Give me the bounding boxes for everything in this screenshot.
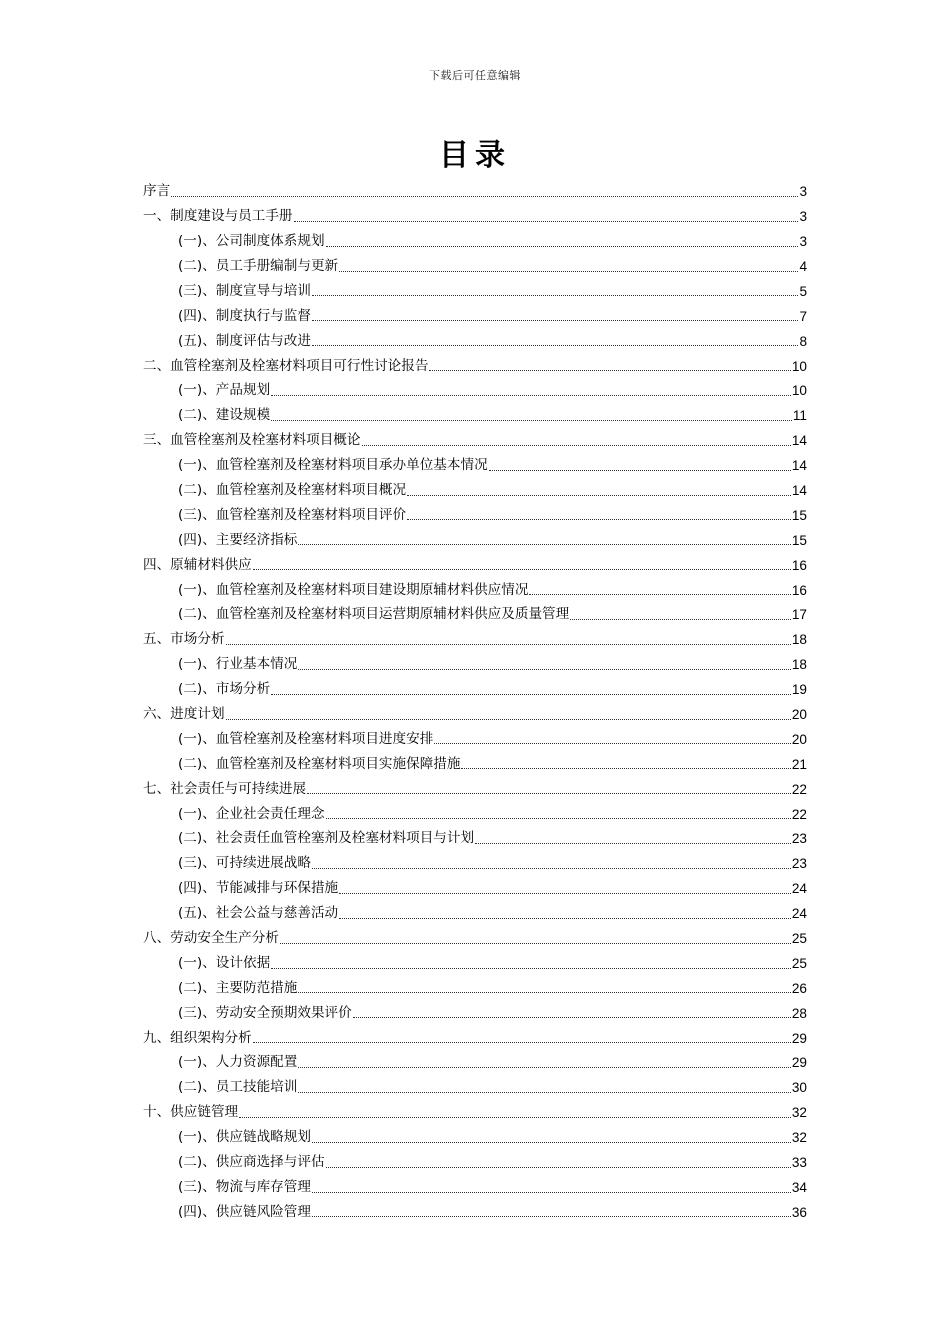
toc-dot-leader <box>312 868 791 869</box>
toc-dot-leader <box>171 196 798 197</box>
toc-entry-title: (三)、劳动安全预期效果评价 <box>178 1004 352 1021</box>
toc-entry-title: (四)、节能减排与环保措施 <box>178 880 339 897</box>
toc-dot-leader <box>429 370 790 371</box>
toc-section-entry[interactable] <box>143 1171 807 1196</box>
toc-section-entry[interactable] <box>143 996 807 1021</box>
toc-dot-leader <box>298 544 791 545</box>
toc-chapter-entry[interactable] <box>143 349 807 374</box>
toc-page-number: 7 <box>799 308 807 324</box>
toc-dot-leader <box>253 569 791 570</box>
toc-dot-leader <box>312 345 798 346</box>
toc-section-entry[interactable] <box>143 399 807 424</box>
toc-section-entry[interactable] <box>143 872 807 897</box>
toc-chapter-entry[interactable] <box>143 772 807 797</box>
toc-dot-leader <box>339 918 791 919</box>
toc-page-number: 23 <box>791 831 807 847</box>
toc-dot-leader <box>307 793 791 794</box>
toc-entry-title: (一)、血管栓塞剂及栓塞材料项目建设期原辅材料供应情况 <box>178 581 529 598</box>
toc-dot-leader <box>271 395 791 396</box>
toc-page-number: 30 <box>791 1080 807 1096</box>
toc-page-number: 15 <box>791 507 807 523</box>
toc-dot-leader <box>280 943 791 944</box>
toc-section-entry[interactable] <box>143 723 807 748</box>
toc-entry-title: (二)、血管栓塞剂及栓塞材料项目实施保障措施 <box>178 755 461 772</box>
toc-chapter-entry[interactable] <box>143 1021 807 1046</box>
toc-section-entry[interactable] <box>143 648 807 673</box>
toc-dot-leader <box>253 1042 791 1043</box>
toc-page-number: 29 <box>791 1030 807 1046</box>
toc-dot-leader <box>339 271 798 272</box>
toc-entry-title: 八、劳动安全生产分析 <box>143 929 279 946</box>
toc-page-number: 14 <box>791 482 807 498</box>
toc-section-entry[interactable] <box>143 1046 807 1071</box>
toc-entry-title: (二)、主要防范措施 <box>178 979 298 996</box>
toc-page-number: 16 <box>791 557 807 573</box>
toc-entry-title: (二)、员工手册编制与更新 <box>178 257 339 274</box>
toc-section-entry[interactable] <box>143 847 807 872</box>
toc-dot-leader <box>271 968 791 969</box>
toc-section-entry[interactable] <box>143 747 807 772</box>
toc-section-entry[interactable] <box>143 673 807 698</box>
toc-dot-leader <box>326 818 791 819</box>
toc-dot-leader <box>298 1067 791 1068</box>
toc-page-number: 24 <box>791 881 807 897</box>
toc-section-entry[interactable] <box>143 1146 807 1171</box>
toc-entry-title: (一)、血管栓塞剂及栓塞材料项目承办单位基本情况 <box>178 457 488 474</box>
toc-page-number: 22 <box>791 806 807 822</box>
toc-section-entry[interactable] <box>143 225 807 250</box>
toc-dot-leader <box>226 644 791 645</box>
toc-page-number: 3 <box>799 209 807 225</box>
toc-chapter-entry[interactable] <box>143 698 807 723</box>
toc-dot-leader <box>226 719 791 720</box>
toc-entry-title: (三)、可持续进展战略 <box>178 855 311 872</box>
toc-page-number: 25 <box>791 930 807 946</box>
toc-page-number: 20 <box>791 731 807 747</box>
toc-page-number: 14 <box>791 458 807 474</box>
toc-entry-title: (五)、社会公益与慈善活动 <box>178 905 339 922</box>
toc-page-number: 10 <box>791 358 807 374</box>
toc-entry-title: (一)、产品规划 <box>178 382 271 399</box>
toc-page-number: 33 <box>791 1155 807 1170</box>
toc-dot-leader <box>570 619 791 620</box>
toc-dot-leader <box>353 1017 791 1018</box>
toc-page-number: 21 <box>791 756 807 772</box>
toc-dot-leader <box>298 1092 791 1093</box>
toc-dot-leader <box>362 445 791 446</box>
toc-entry-title: (二)、血管栓塞剂及栓塞材料项目运营期原辅材料供应及质量管理 <box>178 606 570 623</box>
toc-entry-title: 九、组织架构分析 <box>143 1029 252 1046</box>
toc-page-number: 34 <box>791 1179 807 1195</box>
toc-entry-title: 二、血管栓塞剂及栓塞材料项目可行性讨论报告 <box>143 357 429 374</box>
toc-page-number: 15 <box>791 532 807 548</box>
toc-page-number: 22 <box>791 781 807 797</box>
toc-page-number: 11 <box>792 408 807 424</box>
toc-page-number: 24 <box>791 906 807 922</box>
toc-chapter-entry[interactable] <box>143 922 807 947</box>
header-note: 下载后可任意编辑 <box>429 69 521 82</box>
toc-entry-title: 十、供应链管理 <box>143 1104 239 1121</box>
toc-page-number: 26 <box>791 980 807 996</box>
toc-page-number: 23 <box>791 856 807 872</box>
toc-entry-title: 七、社会责任与可持续进展 <box>143 780 307 797</box>
toc-chapter-entry[interactable] <box>143 548 807 573</box>
toc-entry-title: (二)、供应商选择与评估 <box>178 1154 325 1170</box>
toc-entry-title: (二)、市场分析 <box>178 681 271 698</box>
toc-chapter-entry[interactable] <box>143 200 807 225</box>
toc-dot-leader <box>271 420 792 421</box>
toc-dot-leader <box>326 246 799 247</box>
toc-section-entry[interactable] <box>143 1196 807 1221</box>
toc-page-number: 32 <box>791 1130 807 1146</box>
toc-page-number: 28 <box>791 1005 807 1021</box>
toc-entry-title: (二)、员工技能培训 <box>178 1079 298 1096</box>
toc-dot-leader <box>294 221 799 222</box>
toc-page-number: 4 <box>799 258 807 274</box>
toc-entry-title: (二)、建设规模 <box>178 407 271 424</box>
toc-entry-title: 一、制度建设与员工手册 <box>143 208 293 225</box>
toc-section-entry[interactable] <box>143 598 807 623</box>
toc-dot-leader <box>475 843 791 844</box>
toc-dot-leader <box>434 743 791 744</box>
toc-page-number: 36 <box>791 1204 807 1220</box>
toc-chapter-entry[interactable] <box>143 623 807 648</box>
toc-entry-title: 六、进度计划 <box>143 705 225 722</box>
toc-page-number: 19 <box>791 682 807 698</box>
toc-dot-leader <box>312 295 798 296</box>
toc-entry-title: 四、原辅材料供应 <box>143 556 252 573</box>
toc-entry-title: (四)、供应链风险管理 <box>178 1203 311 1220</box>
toc-entry-title: (四)、主要经济指标 <box>178 531 298 548</box>
toc-page-number: 5 <box>799 283 807 299</box>
toc-dot-leader <box>312 1142 791 1143</box>
toc-section-entry[interactable] <box>143 523 807 548</box>
toc-entry-title: (一)、设计依据 <box>178 954 271 971</box>
toc-page-number: 14 <box>791 433 807 449</box>
toc-page-number: 16 <box>791 582 807 598</box>
toc-section-entry[interactable] <box>143 1071 807 1096</box>
toc-entry-title: (一)、人力资源配置 <box>178 1054 298 1071</box>
toc-section-entry[interactable] <box>143 897 807 922</box>
toc-page-number: 3 <box>799 184 807 200</box>
toc-section-entry[interactable] <box>143 449 807 474</box>
toc-page-number: 32 <box>791 1105 807 1121</box>
toc-entry-title: 序言 <box>143 183 171 200</box>
toc-entry-title: (四)、制度执行与监督 <box>178 307 311 324</box>
toc-entry-title: 五、市场分析 <box>143 631 225 648</box>
toc-section-entry[interactable] <box>143 1121 807 1146</box>
toc-dot-leader <box>271 694 791 695</box>
toc-section-entry[interactable] <box>143 797 807 822</box>
toc-chapter-entry[interactable] <box>143 1096 807 1121</box>
toc-dot-leader <box>461 768 790 769</box>
toc-entry-title: (二)、社会责任血管栓塞剂及栓塞材料项目与计划 <box>178 830 475 847</box>
toc-entry-title: (二)、血管栓塞剂及栓塞材料项目概况 <box>178 481 407 498</box>
toc-dot-leader <box>312 1192 791 1193</box>
toc-page-number: 18 <box>791 632 807 648</box>
toc-section-entry[interactable] <box>143 324 807 349</box>
toc-entry-title: (一)、血管栓塞剂及栓塞材料项目进度安排 <box>178 730 434 747</box>
toc-section-entry[interactable] <box>143 499 807 524</box>
toc-entry-title: (一)、行业基本情况 <box>178 656 298 673</box>
toc-dot-leader <box>326 1167 791 1168</box>
toc-title: 目录 <box>439 138 511 173</box>
toc-chapter-entry[interactable] <box>143 424 807 449</box>
toc-dot-leader <box>312 320 798 321</box>
toc-entry-title: (三)、物流与库存管理 <box>178 1178 311 1195</box>
toc-entry-title: (一)、企业社会责任理念 <box>178 805 325 822</box>
toc-dot-leader <box>529 594 790 595</box>
toc-chapter-entry[interactable] <box>143 175 807 200</box>
toc-dot-leader <box>407 495 791 496</box>
toc-section-entry[interactable] <box>143 250 807 275</box>
toc-page-number: 29 <box>791 1055 807 1071</box>
table-of-contents <box>143 175 807 1220</box>
toc-section-entry[interactable] <box>143 573 807 598</box>
toc-dot-leader <box>407 519 791 520</box>
toc-page-number: 25 <box>791 955 807 971</box>
toc-dot-leader <box>298 669 791 670</box>
toc-section-entry[interactable] <box>143 972 807 997</box>
toc-dot-leader <box>298 992 791 993</box>
toc-entry-title: (一)、供应链战略规划 <box>178 1129 311 1146</box>
toc-page-number: 3 <box>799 234 807 250</box>
toc-entry-title: (一)、公司制度体系规划 <box>178 233 325 250</box>
toc-dot-leader <box>239 1117 791 1118</box>
toc-section-entry[interactable] <box>143 474 807 499</box>
toc-page-number: 8 <box>799 333 807 349</box>
toc-section-entry[interactable] <box>143 822 807 847</box>
toc-page-number: 18 <box>791 657 807 673</box>
toc-section-entry[interactable] <box>143 275 807 300</box>
toc-page-number: 10 <box>791 383 807 399</box>
toc-dot-leader <box>489 470 791 471</box>
toc-page-number: 20 <box>791 706 807 722</box>
toc-section-entry[interactable] <box>143 299 807 324</box>
toc-entry-title: (三)、血管栓塞剂及栓塞材料项目评价 <box>178 506 407 523</box>
toc-dot-leader <box>339 893 791 894</box>
toc-page-number: 17 <box>791 607 807 623</box>
toc-section-entry[interactable] <box>143 374 807 399</box>
toc-entry-title: (五)、制度评估与改进 <box>178 332 311 349</box>
toc-section-entry[interactable] <box>143 947 807 972</box>
toc-entry-title: (三)、制度宣导与培训 <box>178 282 311 299</box>
toc-dot-leader <box>312 1216 791 1217</box>
toc-entry-title: 三、血管栓塞剂及栓塞材料项目概论 <box>143 432 361 449</box>
